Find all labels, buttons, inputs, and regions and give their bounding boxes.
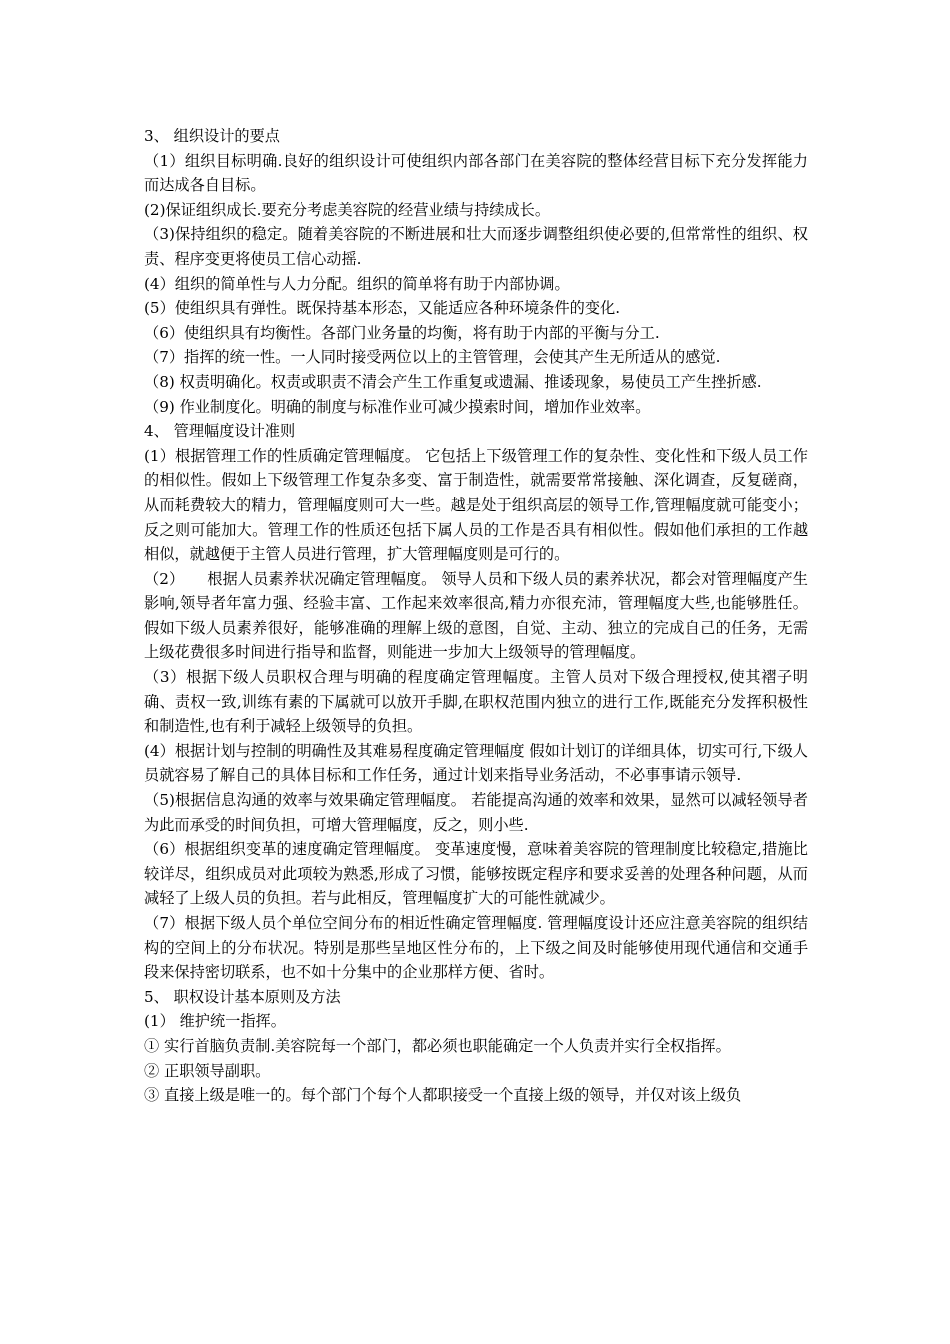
paragraph-4-4: (4）根据计划与控制的明确性及其难易程度确定管理幅度 假如计划订的详细具体，切实可行,下级人员就容易了解自己的具体目标和工作任务，通过计划来指导业务活动，不必事事请示领导. xyxy=(144,741,808,785)
paragraph-3-3: （3)保持组织的稳定。随着美容院的不断进展和壮大而逐步调整组织使必要的,但常常性的组织、权责、程序变更将使员工信心动摇. xyxy=(144,225,808,268)
section-heading-5: 5、 职权设计基本原则及方法 xyxy=(144,987,341,1006)
paragraph-3-7: （7）指挥的统一性。一人同时接受两位以上的主管管理，会使其产生无所适从的感觉. xyxy=(144,348,721,367)
paragraph-4-3: （3）根据下级人员职权合理与明确的程度确定管理幅度。主管人员对下级合理授权,使其褶子明确、责权一致,训练有素的下属就可以放开手脚,在职权范围内独立的进行工作,既能充分发挥积极性和制造性,也有利于减轻上级领导的负担。 xyxy=(144,668,808,736)
paragraph-3-5: (5）使组织具有弹性。既保持基本形态，又能适应各种环境条件的变化. xyxy=(144,299,621,318)
paragraph-4-5: （5)根据信息沟通的效率与效果确定管理幅度。 若能提高沟通的效率和效果，显然可以减轻领导者为此而承受的时间负担，可增大管理幅度，反之，则小些. xyxy=(144,791,808,834)
paragraph-5-1: (1） 维护统一指挥。 xyxy=(144,1012,286,1031)
paragraph-4-6: （6）根据组织变革的速度确定管理幅度。 变革速度慢，意味着美容院的管理制度比较稳定,措施比较详尽，组织成员对此项较为熟悉,形成了习惯，能够按既定程序和要求妥善的处理各种问题，从而减轻了上级人员的负担。若与此相反，管理幅度扩大的可能性就减少。 xyxy=(144,840,808,908)
paragraph-4-1: (1）根据管理工作的性质确定管理幅度。 它包括上下级管理工作的复杂性、变化性和下级人员工作的相似性。假如上下级管理工作复杂多变、富于制造性，就需要常常接触、深化调查，反复磋商，从而耗费较大的精力，管理幅度则可大一些。越是处于组织高层的领导工作,管理幅度就可能变小；反之则可能加大。管理工作的性质还包括下属人员的工作是否具有相似性。假如他们承担的工作越相似，就越便于主管人员进行管理，扩大管理幅度则是可行的。 xyxy=(144,446,808,564)
section-heading-4: 4、 管理幅度设计准则 xyxy=(144,422,296,441)
section-heading-3: 3、 组织设计的要点 xyxy=(144,127,280,145)
paragraph-3-4: (4）组织的简单性与人力分配。组织的简单将有助于内部协调。 xyxy=(144,274,570,293)
paragraph-3-2: (2)保证组织成长.要充分考虑美容院的经营业绩与持续成长。 xyxy=(144,200,551,219)
paragraph-3-8: （8) 权责明确化。权责或职责不清会产生工作重复或遗漏、推诿现象，易使员工产生挫折感. xyxy=(144,372,762,391)
document-page xyxy=(144,124,808,1108)
paragraph-3-1: （1）组织目标明确.良好的组织设计可使组织内部各部门在美容院的整体经营目标下充分发挥能力而达成各自目标。 xyxy=(144,151,808,195)
list-item-5-1-3: ③ 直接上级是唯一的。每个部门个每个人都职接受一个直接上级的领导，并仅对该上级负 xyxy=(144,1086,742,1105)
list-item-5-1-2: ② 正职领导副职。 xyxy=(144,1061,271,1080)
paragraph-4-2: （2） 根据人员素养状况确定管理幅度。 领导人员和下级人员的素养状况，都会对管理幅度产生影响,领导者年富力强、经验丰富、工作起来效率很高,精力亦很充沛，管理幅度大些,也能够胜任。假如下级人员素养很好，能够准确的理解上级的意图，自觉、主动、独立的完成自己的任务，无需上级花费很多时间进行指导和监督，则能进一步加大上级领导的管理幅度。 xyxy=(144,569,808,662)
paragraph-3-6: （6）使组织具有均衡性。各部门业务量的均衡，将有助于内部的平衡与分工. xyxy=(144,323,660,342)
paragraph-4-7: （7）根据下级人员个单位空间分布的相近性确定管理幅度. 管理幅度设计还应注意美容院的组织结构的空间上的分布状况。特别是那些呈地区性分布的，上下级之间及时能够使用现代通信和交通手段来保持密切联系，也不如十分集中的企业那样方便、省时。 xyxy=(144,914,808,982)
list-item-5-1-1: ① 实行首脑负责制.美容院每一个部门，都必须也职能确定一个人负责并实行全权指挥。 xyxy=(144,1036,731,1055)
paragraph-3-9: （9) 作业制度化。明确的制度与标准作业可减少摸索时间，增加作业效率。 xyxy=(144,397,651,416)
